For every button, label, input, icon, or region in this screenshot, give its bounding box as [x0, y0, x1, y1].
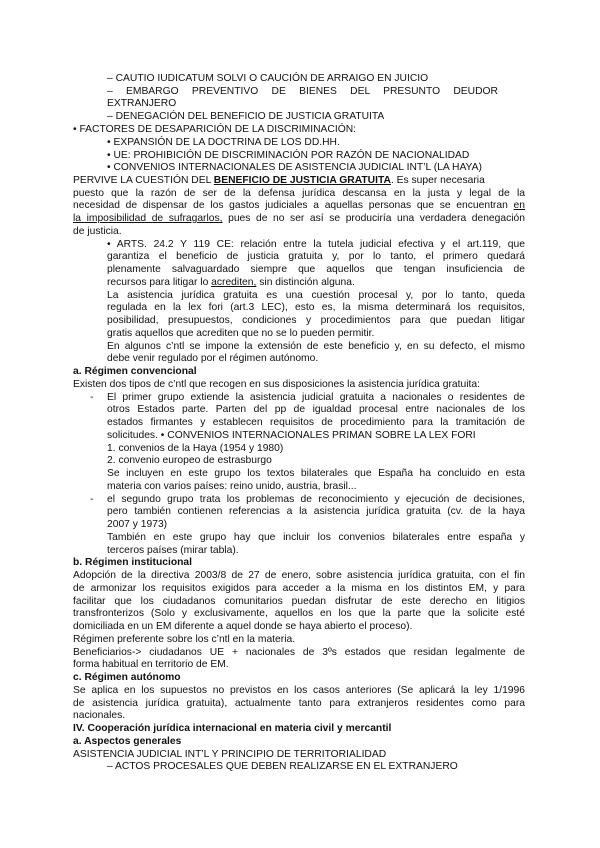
dash-item-cautio: – CAUTIO IUDICATUM SOLVI O CAUCIÓN DE ARRAIGO EN JUICIO — [107, 73, 429, 84]
heading-regimen-autonomo: c. Régimen autónomo — [73, 672, 181, 683]
bullet-convenios: • CONVENIOS INTERNACIONALES DE ASISTENCIA JUDICIAL INT’L (LA HAYA) — [107, 162, 482, 173]
paragraph-line: Beneficiarios-> ciudadanos UE + nacionales de 3ºs estados que residan legalmente de — [73, 647, 525, 658]
heading-regimen-convencional: a. Régimen convencional — [73, 366, 197, 377]
paragraph-line — [107, 277, 355, 289]
numbered-item: 1. convenios de la Haya (1954 y 1980) — [107, 443, 284, 454]
paragraph-line: La asistencia jurídica gratuita es una cuestión procesal y, por lo tanto, queda — [107, 290, 525, 301]
paragraph-text: pues de no ser así se produciría una verdadera denegación — [222, 213, 525, 224]
paragraph-line: domiciliada en un EM diferente a aquel donde se haya abierto el proceso). — [73, 621, 413, 632]
paragraph-text: sin distinción alguna. — [256, 277, 355, 288]
bullet-ue: • UE: PROHIBICIÓN DE DISCRIMINACIÓN POR RAZÓN DE NACIONALIDAD — [107, 150, 470, 161]
paragraph-line — [73, 213, 525, 225]
paragraph-line: ASISTENCIA JUDICIAL INT’L Y PRINCIPIO DE TERRITORIALIDAD — [73, 749, 387, 760]
dash-item-embargo: – EMBARGO PREVENTIVO DE BIENES DEL PRESUNTO DEUDOR — [107, 86, 498, 97]
paragraph-line: Existen dos tipos de c’ntl que recogen en sus disposiciones la asistencia jurídica gratuita: — [73, 379, 480, 390]
paragraph-line: pero también contienen referencias a la asistencia jurídica gratuita (cv. de la haya — [107, 506, 525, 517]
paragraph-text: necesidad de dispensar de los gastos judiciales a aquellas personas que se encuentran — [73, 200, 514, 211]
bullet-expansion: • EXPANSIÓN DE LA DOCTRINA DE LOS DD.HH. — [107, 137, 340, 148]
paragraph-line: forma habitual en territorio de EM. — [73, 659, 229, 670]
paragraph-line: gratis aquellos que acrediten que no se lo pueden permitir. — [107, 328, 375, 339]
paragraph-line: Adopción de la directiva 2003/8 de 27 de enero, sobre asistencia jurídica gratuita, con el fin — [73, 570, 525, 581]
paragraph-line: Régimen preferente sobre los c’ntl en la materia. — [73, 634, 296, 645]
paragraph-line: nacionales. — [73, 710, 126, 721]
bullet-factores: • FACTORES DE DESAPARICIÓN DE LA DISCRIMINACIÓN: — [73, 124, 357, 135]
paragraph-line: terceros países (mirar tabla). — [107, 545, 239, 556]
paragraph-line: materia con varios países: reino unido, austria, brasil... — [107, 481, 357, 492]
underlined-text: acrediten, — [211, 277, 257, 288]
paragraph-line: 2007 y 1973) — [107, 519, 168, 530]
paragraph-line: solicitudes. • CONVENIOS INTERNACIONALES PRIMAN SOBRE LA LEX FORI — [107, 430, 476, 441]
numbered-item: 2. convenio europeo de estrasburgo — [107, 455, 272, 466]
paragraph-line: facilitar que los ciudadanos comunitarios puedan disfrutar de este derecho en litigios — [73, 596, 525, 607]
paragraph-line: de armonizar los requisitos exigidos para acceder a la misma en los distintos EM, y para — [73, 583, 525, 594]
paragraph-line — [73, 200, 525, 212]
dash-item-denegacion: – DENEGACIÓN DEL BENEFICIO DE JUSTICIA GRATUITA — [107, 111, 385, 122]
paragraph-line: de asistencia jurídica gratuita), actualmente tanto para extranjeros residentes como para — [73, 698, 525, 709]
dash-marker: - — [90, 392, 94, 403]
paragraph-line: posibilidad, presupuestos, condiciones y procedimientos para que puedan litigar — [107, 315, 525, 326]
paragraph-line: plenamente salvaguardado siempre que aquellos que tengan insuficiencia de — [107, 264, 525, 275]
pervive-tail: . Es super necesaria — [390, 175, 485, 186]
heading-cooperacion: IV. Cooperación jurídica internacional en materia civil y mercantil — [73, 723, 392, 734]
paragraph-line: También en este grupo hay que incluir los convenios bilaterales entre españa y — [107, 532, 525, 543]
pervive-text: PERVIVE LA CUESTIÓN DEL — [73, 175, 214, 186]
paragraph-line: estados firmantes y establecen requisitos de procedimiento para la tramitación de — [107, 417, 525, 428]
heading-regimen-institucional: b. Régimen institucional — [73, 557, 192, 568]
paragraph-line: otros Estados parte. Parten del pp de igualdad procesal entre nacionales de los — [107, 404, 525, 415]
paragraph-text: recursos para litigar lo — [107, 277, 212, 288]
paragraph-line: En algunos c’ntl se impone la extensión de este beneficio y, en su defecto, el mismo — [107, 341, 525, 352]
dash-item-actos: – ACTOS PROCESALES QUE DEBEN REALIZARSE EN EL EXTRANJERO — [107, 761, 458, 772]
paragraph-line: debe venir regulado por el régimen autónomo. — [107, 353, 319, 364]
paragraph-line: Se incluyen en este grupo los textos bilaterales que España ha concluido en esta — [107, 468, 525, 479]
paragraph-line: puesto que la razón de ser de la defensa jurídica descansa en la justa y legal de la — [73, 188, 525, 199]
paragraph-line: transfronterizos (Solo y exclusivamente, aquellos en los que la parte que la solicite esté — [73, 608, 525, 619]
paragraph-line: El primer grupo extiende la asistencia judicial gratuita a nacionales o residentes de — [107, 392, 525, 403]
underlined-text: la imposibilidad de sufragarlos, — [73, 213, 223, 224]
beneficio-highlight: BENEFICIO DE JUSTICIA GRATUITA — [213, 175, 391, 186]
paragraph-line: regulada en la lex fori (art.3 LEC), esto es, la misma determinará los requisitos, — [107, 302, 525, 313]
paragraph-pervive-line — [73, 175, 485, 187]
underlined-text: en — [513, 200, 525, 211]
paragraph-line: Se aplica en los supuestos no previstos en los casos anteriores (Se aplicará la ley 1/1996 — [73, 685, 525, 696]
heading-aspectos-generales: a. Aspectos generales — [73, 736, 182, 747]
bullet-arts: • ARTS. 24.2 Y 119 CE: relación entre la tutela judicial efectiva y el art.119, que — [107, 239, 525, 250]
dash-item-embargo-cont: EXTRANJERO — [107, 98, 177, 109]
paragraph-line: el segundo grupo trata los problemas de reconocimiento y ejecución de decisiones, — [107, 494, 525, 505]
dash-marker: - — [90, 494, 94, 505]
paragraph-line: de justicia. — [73, 226, 122, 237]
paragraph-line: garantiza el beneficio de justicia gratuita y, por lo tanto, el primero quedará — [107, 251, 525, 262]
